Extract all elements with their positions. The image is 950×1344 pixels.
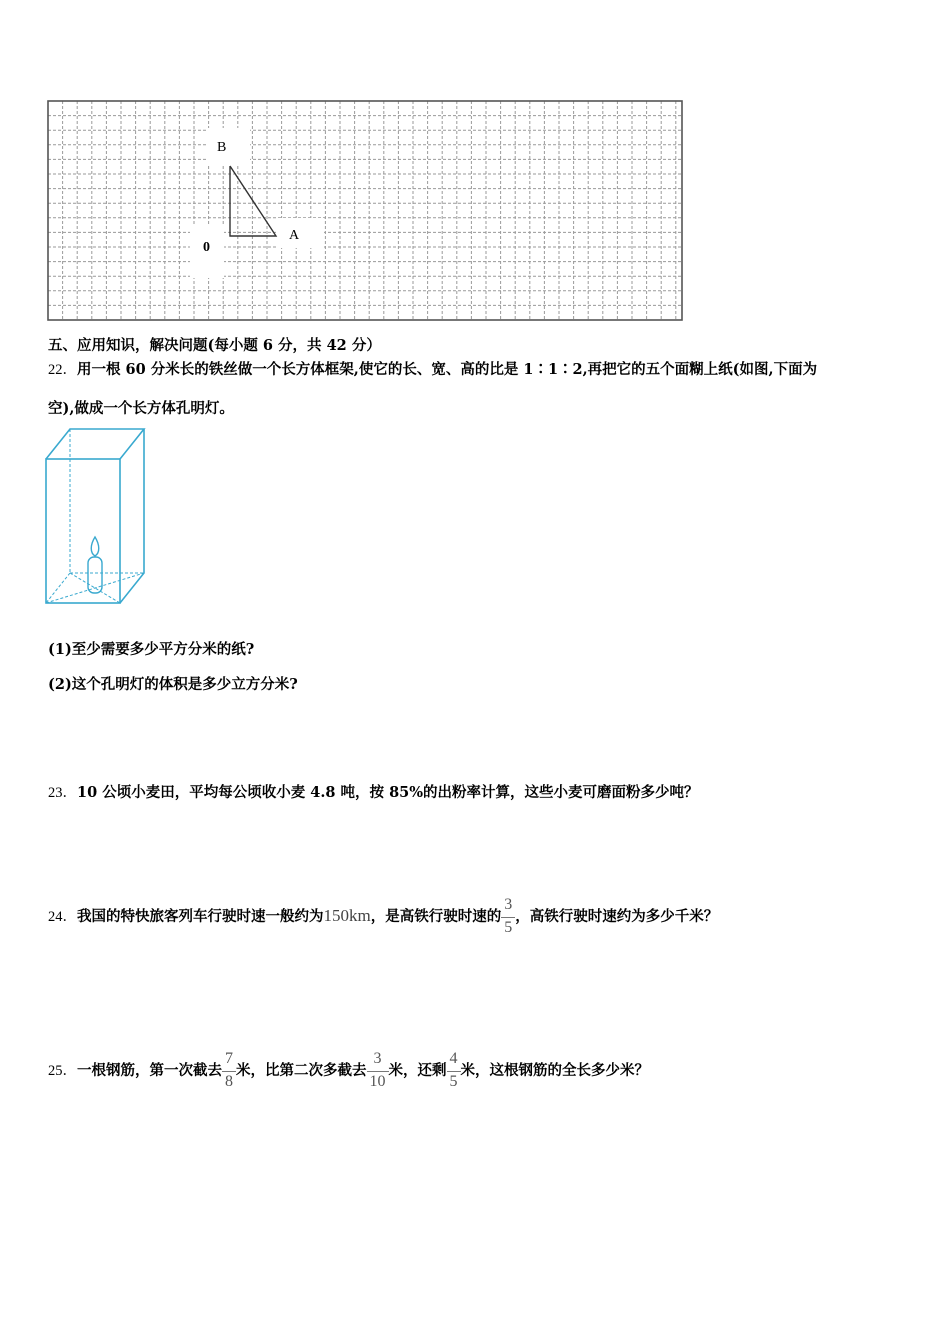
q25-text-a: 一根钢筋，第一次截去 [77,1062,222,1079]
q25-f2-den: 10 [369,1073,386,1090]
q25-fraction-3 [447,1049,461,1093]
section-title: 五、应用知识，解决问题(每小题 6 分，共 42 分） [48,337,381,354]
q23 [48,783,699,803]
q25-f1-num: 7 [225,1050,233,1067]
grid-figure [0,0,950,330]
q25-text-d: 米，这根钢筋的全长多少米？ [460,1062,649,1079]
q22-sub1: (1)至少需要多少平方分米的纸? [48,641,255,658]
q25-f2-num: 3 [373,1050,382,1067]
label-o: 0 [203,240,210,255]
q23-text: 10 公顷小麦田，平均每公顷收小麦 4.8 吨，按 85%的出粉率计算，这些小麦可磨面粉多少吨？ [77,784,699,801]
label-b: B [217,140,227,155]
q22-line2: 空),做成一个长方体孔明灯。 [48,400,234,417]
q25-f3-num: 4 [449,1050,458,1067]
q25-text-b: 米，比第二次多截去 [236,1062,367,1079]
q24 [48,894,718,939]
q24-fraction [501,895,515,939]
grid-border [48,101,682,320]
q22-text-line1: 用一根 60 分米长的铁丝做一个长方体框架,使它的长、宽、高的比是 1∶1∶2,再把它的五个面糊上纸(如图,下面为 [77,361,818,378]
q23-number: 23． [48,785,77,801]
q25 [48,1049,649,1093]
q25-text-c: 米，还剩 [388,1062,447,1079]
q24-speed: 150km [323,906,371,925]
q24-text-b: ，是高铁行驶时速的 [370,908,502,925]
q25-fraction-1 [222,1049,236,1093]
q25-number: 25． [48,1063,77,1079]
q24-text-c: ，高铁行驶时速约为多少千米？ [515,908,719,925]
label-a: A [289,228,300,243]
q22-sub2: (2)这个孔明灯的体积是多少立方分米? [48,676,298,693]
lantern-figure [40,425,152,610]
q24-frac-den: 5 [504,919,513,936]
q22-line1 [48,360,817,380]
q25-fraction-2 [367,1049,389,1093]
candle-icon [88,537,102,593]
q24-text-a: 我国的特快旅客列车行驶时速一般约为 [77,908,324,925]
q25-f1-den: 8 [225,1073,233,1090]
q24-frac-num: 3 [504,896,513,913]
q25-f3-den: 5 [449,1073,458,1090]
triangle-shape [230,166,276,236]
q22-number: 22． [48,362,77,378]
q24-number: 24． [48,909,77,925]
